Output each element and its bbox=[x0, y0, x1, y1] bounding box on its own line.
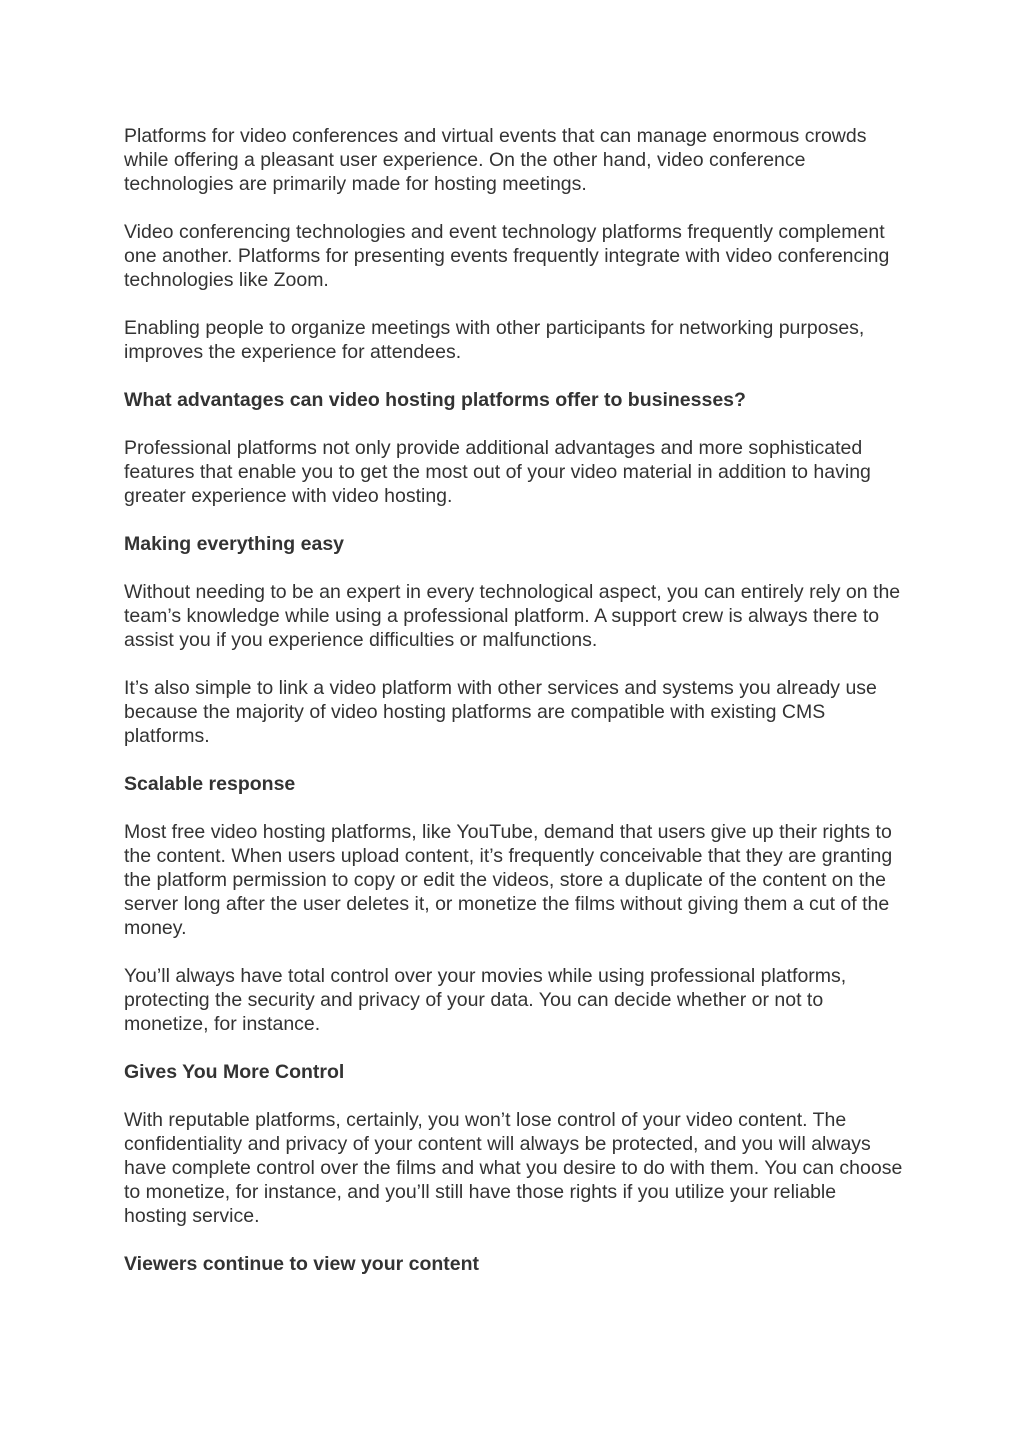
heading-viewers: Viewers continue to view your content bbox=[124, 1253, 480, 1275]
document-page bbox=[124, 124, 904, 1300]
paragraph-free-platforms: Most free video hosting platforms, like YouTube, demand that users give up their rights to the content. When users upload content, it’s frequently conceivable that they are granting the platform permission to copy or edit the videos, store a duplicate of the content on the server long after the user deletes it, or monetize the films without giving them a cut of the money. bbox=[124, 821, 893, 939]
paragraph-reputable: With reputable platforms, certainly, you won’t lose control of your video content. The confidentiality and privacy of your content will always be protected, and you will always have complete control over the films and what you desire to do with them. You can choose to monetize, for instance, and you’ll still have those rights if you utilize your reliable hosting service. bbox=[124, 1109, 903, 1227]
heading-advantages: What advantages can video hosting platforms offer to businesses? bbox=[124, 389, 746, 411]
paragraph-total-control: You’ll always have total control over your movies while using professional platforms, protecting the security and privacy of your data. You can decide whether or not to monetize, for instance. bbox=[124, 965, 847, 1035]
paragraph-cms: It’s also simple to link a video platform with other services and systems you already use because the majority of video hosting platforms are compatible with existing CMS platforms. bbox=[124, 677, 877, 747]
heading-control: Gives You More Control bbox=[124, 1061, 345, 1083]
paragraph-intro: Platforms for video conferences and virtual events that can manage enormous crowds while offering a pleasant user experience. On the other hand, video conference technologies are primarily made for hosting meetings. bbox=[124, 125, 867, 195]
paragraph-networking: Enabling people to organize meetings with other participants for networking purposes, improves the experience for attendees. bbox=[124, 317, 865, 363]
paragraph-complement: Video conferencing technologies and event technology platforms frequently complement one another. Platforms for presenting events frequently integrate with video conferencing technologies like Zoom. bbox=[124, 221, 890, 291]
paragraph-professional: Professional platforms not only provide additional advantages and more sophisticated features that enable you to get the most out of your video material in addition to having greater experience with video hosting. bbox=[124, 437, 871, 507]
heading-easy: Making everything easy bbox=[124, 533, 345, 555]
heading-scalable: Scalable response bbox=[124, 773, 296, 795]
paragraph-expert: Without needing to be an expert in every technological aspect, you can entirely rely on the team’s knowledge while using a professional platform. A support crew is always there to assist you if you experience difficulties or malfunctions. bbox=[124, 581, 901, 651]
